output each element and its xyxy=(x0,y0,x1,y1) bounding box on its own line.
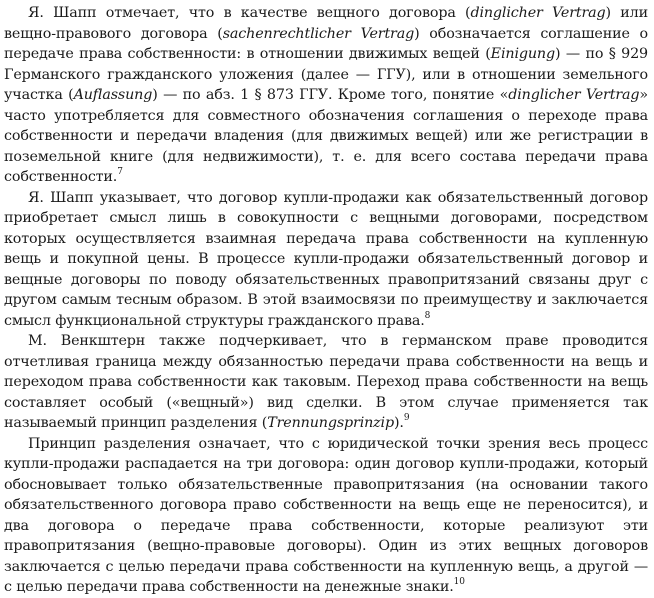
text-run: Я. Шапп указывает, что договор купли-продажи как обязательственный договор приобретает смысл лишь в совокупности с вещными договорами, посредством которых осуществляется взаимная передача права собственности на купленную вещь и покупной цены. В процессе купли-продажи обязательственный договор и вещные договоры по поводу обязательственных правопритязаний связаны друг с другом самым тесным образом. В этой взаимосвязи по преимуществу и заключается смысл функциональной структуры гражданского права. xyxy=(4,189,648,329)
paragraph-3 xyxy=(4,331,648,434)
text-run: ) — по § 929 Германского гражданского уложения (далее — ГГУ), или в отношении земельного участка ( xyxy=(4,46,648,103)
footnote-ref-7: 7 xyxy=(117,167,123,178)
text-run: М. Венкштерн также подчеркивает, что в германском праве проводится отчетливая граница между обязанностью передачи права собственности на вещь и переходом права собственности как таковым. Переход права собственности на вещь составляет особый («вещный») вид сделки. В этом случае применяется так называемый принцип разделения ( xyxy=(4,333,648,431)
italic-term: Trennungsprinzip xyxy=(267,415,394,431)
italic-term: Einigung xyxy=(490,46,555,62)
italic-term: Auflassung xyxy=(73,87,153,103)
text-run: ) или вещно-правового договора ( xyxy=(4,5,648,42)
italic-term: dinglicher Vertrag xyxy=(470,5,606,21)
text-run: Принцип разделения означает, что с юридической точки зрения весь процесс купли-продажи распадается на три договора: один договор купли-продажи, который обосновывает только обязательственные правопритязания (на основании такого обязательственного договора право собственности на вещь еще не переносится), и два договора о передаче права собственности, которые реализуют эти правопритязания (вещно-правовые договоры). Один из этих вещных договоров заключается с целью передачи права собственности на купленную вещь, а другой — с целью передачи права собственности на денежные знаки. xyxy=(4,435,648,595)
footnote-ref-9: 9 xyxy=(403,413,410,424)
footnote-ref-8: 8 xyxy=(424,310,431,321)
text-run: Я. Шапп отмечает, что в качестве вещного договора ( xyxy=(28,5,471,21)
document-page xyxy=(4,3,648,598)
italic-term: dinglicher Vertrag xyxy=(508,87,640,103)
text-run: ) — по абз. 1 § 873 ГГУ. Кроме того, понятие « xyxy=(152,87,509,103)
footnote-ref-10: 10 xyxy=(453,577,465,588)
italic-term: sachenrechtlicher Vertrag xyxy=(222,25,415,42)
paragraph-2 xyxy=(4,188,648,332)
text-run: ). xyxy=(393,415,404,431)
text-run: » часто употребляется для совместного обозначения соглашения о переходе права собственности и передачи владения (для движимых вещей) или же регистрации в поземельной книге (для недвижимости), т. е. для всего состава передачи права собственности. xyxy=(4,87,648,185)
paragraph-4 xyxy=(4,434,648,598)
paragraph-1 xyxy=(4,3,648,188)
text-run: ) обозначается соглашение о передаче права собственности: в отношении движимых вещей ( xyxy=(4,25,649,62)
